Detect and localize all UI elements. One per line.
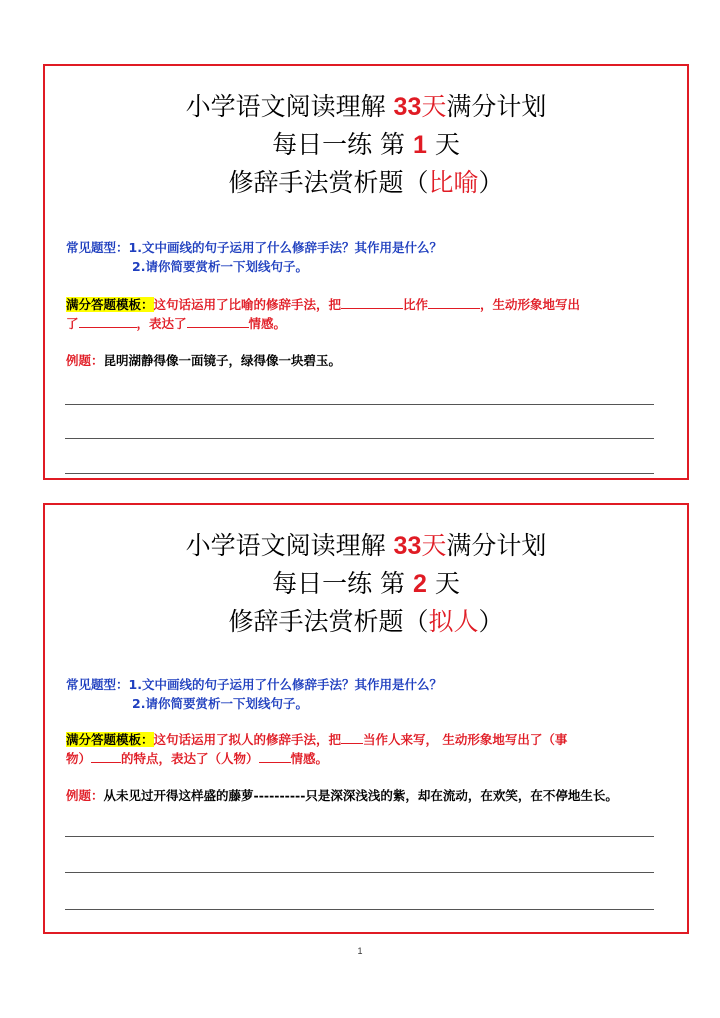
topic-name: 拟人 bbox=[428, 607, 479, 636]
topic-name: 比喻 bbox=[428, 168, 479, 197]
answer-template: 满分答题模板：这句话运用了比喻的修辞手法，把 比作 ，生动形象地写出 了 ，表达了 情感。 bbox=[66, 297, 581, 331]
worksheet-card-day-2 bbox=[43, 503, 689, 934]
fill-blank[interactable] bbox=[341, 731, 363, 744]
fill-blank[interactable] bbox=[259, 750, 291, 763]
fill-blank[interactable] bbox=[187, 315, 249, 328]
page-number: 1 bbox=[357, 946, 363, 956]
answer-line[interactable] bbox=[65, 836, 654, 837]
answer-template-label: 满分答题模板： bbox=[66, 297, 154, 312]
answer-line[interactable] bbox=[65, 909, 654, 910]
question-types bbox=[66, 238, 667, 276]
answer-template: 满分答题模板：这句话运用了拟人的修辞手法，把 当作人来写， 生动形象地写出了（事 物） 的特点，表达了（人物） 情感。 bbox=[66, 732, 568, 766]
worksheet-card-day-1 bbox=[43, 64, 689, 480]
answer-line[interactable] bbox=[65, 404, 654, 405]
answer-line[interactable] bbox=[65, 872, 654, 873]
question-types bbox=[66, 675, 667, 713]
main-title: 小学语文阅读理解 33天满分计划 bbox=[185, 92, 547, 121]
fill-blank[interactable] bbox=[91, 750, 121, 763]
fill-blank[interactable] bbox=[79, 315, 137, 328]
question-types-label: 常见题型： bbox=[66, 677, 129, 692]
answer-template-label: 满分答题模板： bbox=[66, 732, 154, 747]
card-header bbox=[45, 88, 687, 201]
example-label: 例题： bbox=[66, 353, 104, 368]
fill-blank[interactable] bbox=[341, 296, 403, 309]
title-days-number: 33 bbox=[393, 93, 422, 121]
question-2: 2.请你简要赏析一下划线句子。 bbox=[132, 259, 308, 274]
example-text: 从未见过开得这样盛的藤萝----------只是深深浅浅的紫，却在流动，在欢笑，在不停地生长。 bbox=[103, 788, 618, 803]
topic-title: 修辞手法赏析题（比喻） bbox=[228, 168, 504, 197]
daily-subtitle: 每日一练 第 2 天 bbox=[272, 569, 460, 598]
topic-title: 修辞手法赏析题（拟人） bbox=[228, 607, 504, 636]
example-text: 昆明湖静得像一面镜子，绿得像一块碧玉。 bbox=[103, 353, 342, 368]
question-types-label: 常见题型： bbox=[66, 240, 129, 255]
question-1: 1.文中画线的句子运用了什么修辞手法？其作用是什么？ bbox=[128, 240, 442, 255]
answer-line[interactable] bbox=[65, 473, 654, 474]
daily-subtitle: 每日一练 第 1 天 bbox=[272, 130, 460, 159]
question-2: 2.请你简要赏析一下划线句子。 bbox=[132, 696, 308, 711]
example bbox=[66, 351, 667, 370]
fill-blank[interactable] bbox=[428, 296, 480, 309]
main-title: 小学语文阅读理解 33天满分计划 bbox=[185, 531, 547, 560]
title-days-number: 33 bbox=[393, 532, 422, 560]
card-header bbox=[45, 527, 687, 640]
example bbox=[66, 786, 667, 805]
answer-line[interactable] bbox=[65, 438, 654, 439]
question-1: 1.文中画线的句子运用了什么修辞手法？其作用是什么？ bbox=[128, 677, 442, 692]
day-number: 1 bbox=[413, 131, 427, 159]
example-label: 例题： bbox=[66, 788, 104, 803]
day-number: 2 bbox=[413, 570, 427, 598]
